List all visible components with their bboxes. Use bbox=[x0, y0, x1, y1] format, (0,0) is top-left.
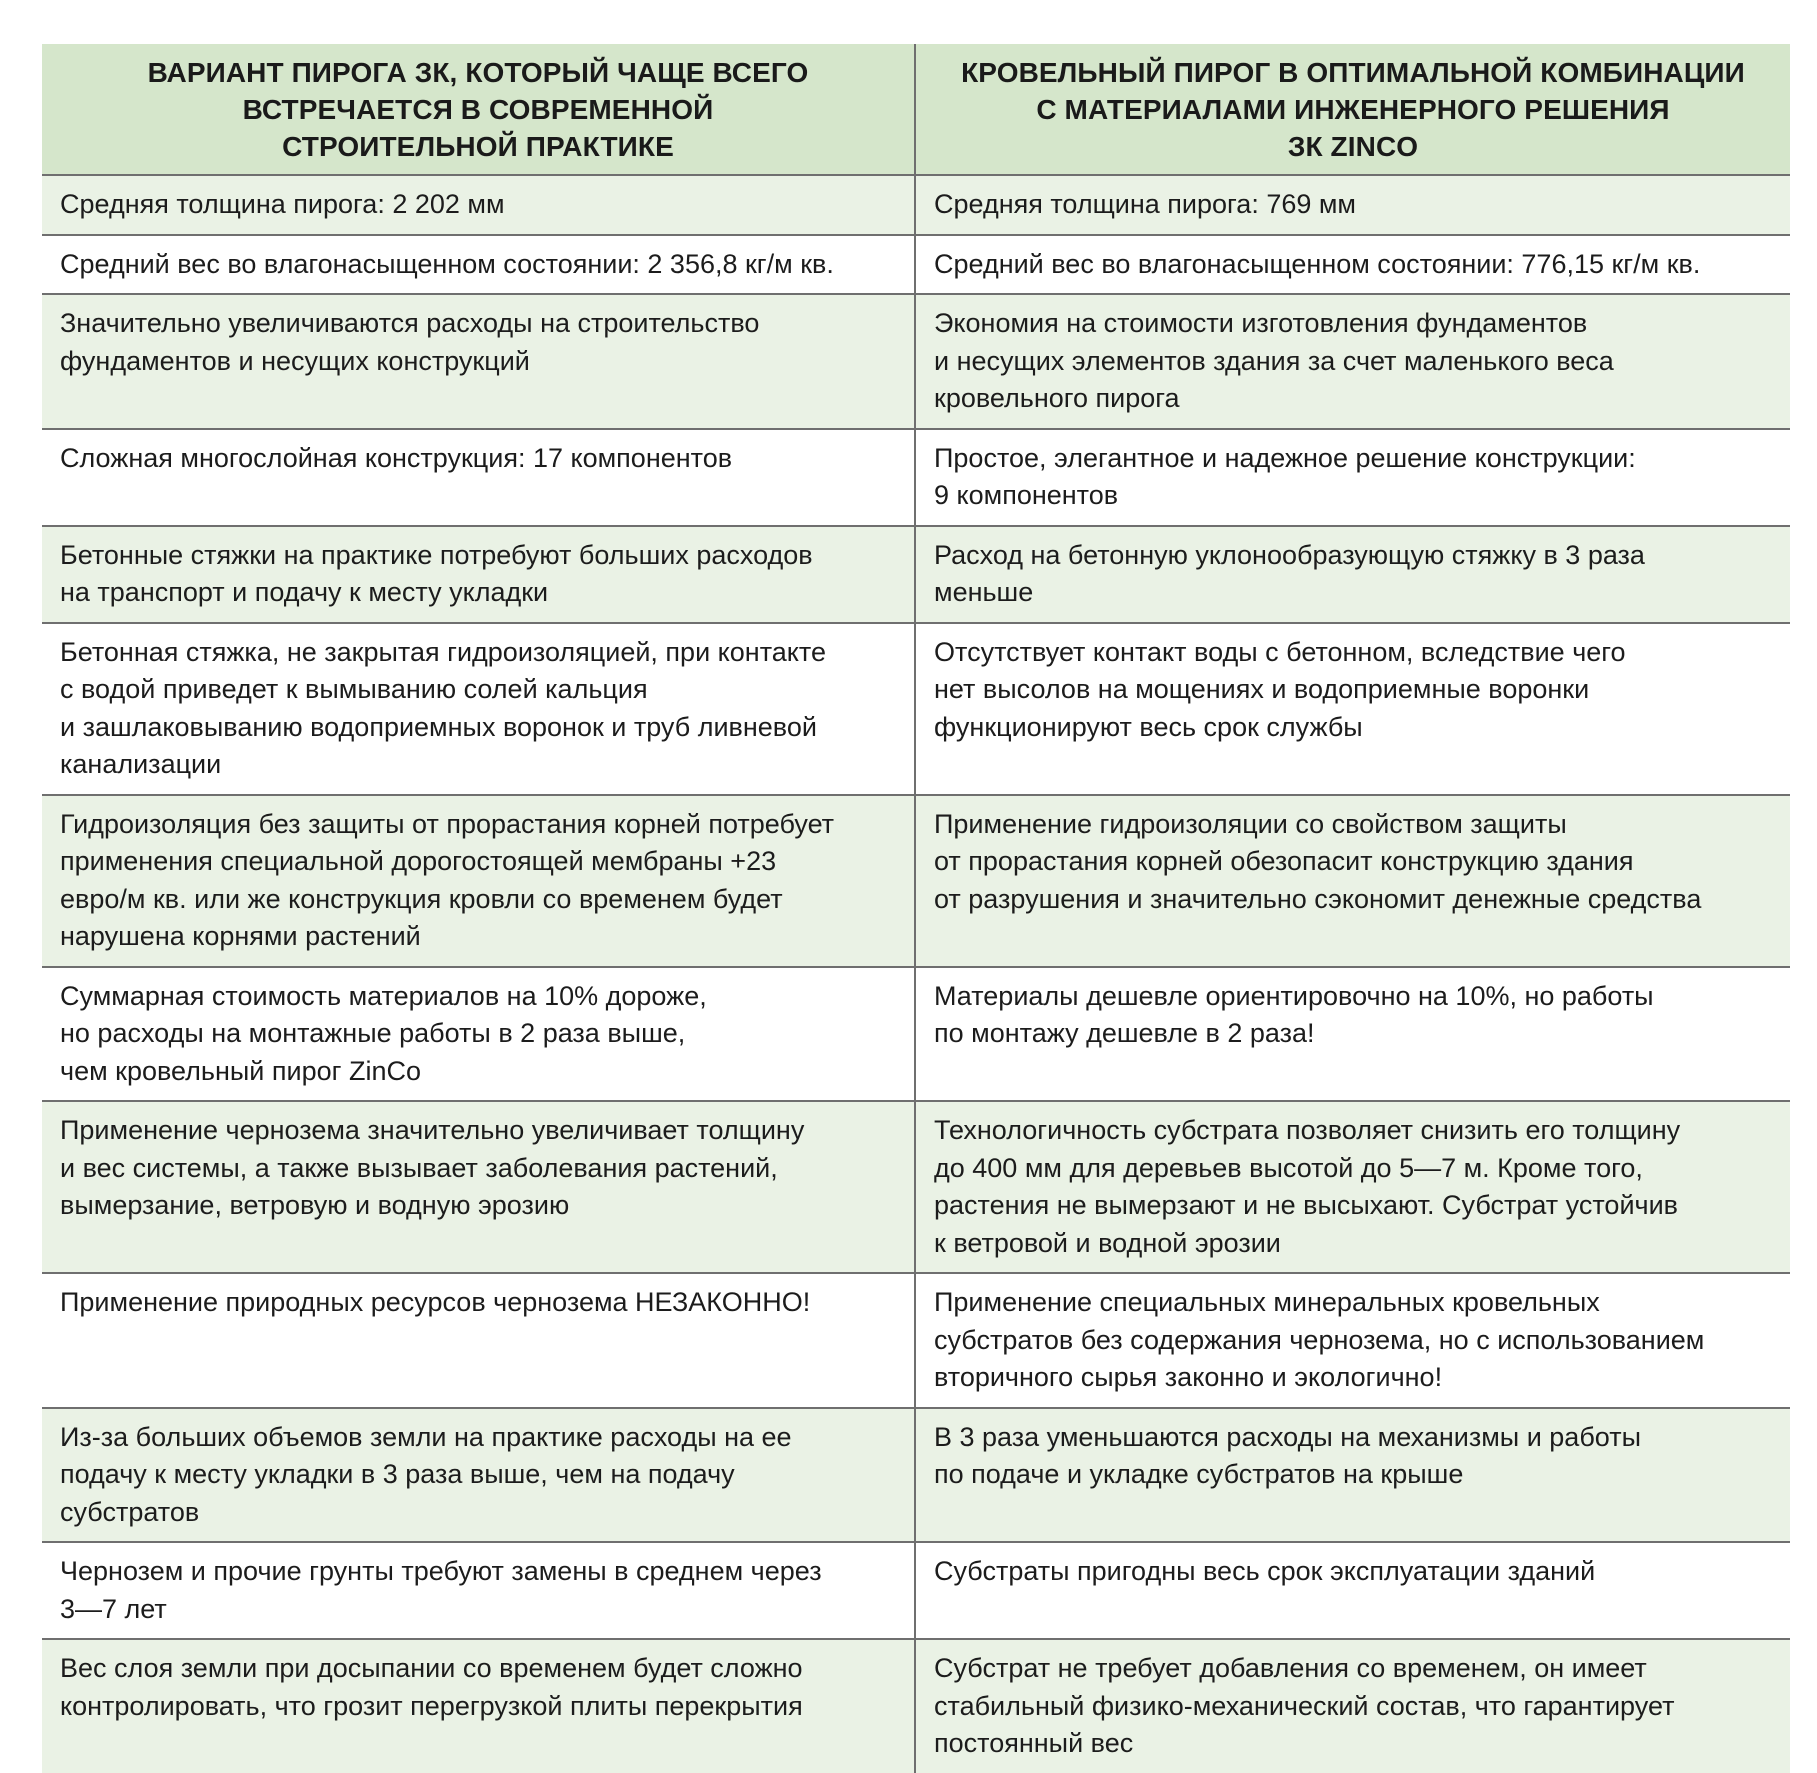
cell-zinco-screed-cost: Расход на бетонную уклонообразующую стяжку в 3 раза меньше bbox=[915, 526, 1790, 623]
table-row bbox=[42, 795, 1790, 967]
header-row bbox=[42, 44, 1790, 175]
table-row bbox=[42, 1542, 1790, 1639]
cell-common-material-cost: Суммарная стоимость материалов на 10% дороже, но расходы на монтажные работы в 2 раза выше, чем кровельный пирог ZinCo bbox=[42, 967, 915, 1102]
cell-common-soil-weight: Вес слоя земли при досыпании со временем будет сложно контролировать, что грозит перегрузкой плиты перекрытия bbox=[42, 1639, 915, 1773]
cell-common-thickness: Средняя толщина пирога: 2 202 мм bbox=[42, 175, 915, 235]
cell-common-chernozem: Применение чернозема значительно увеличивает толщину и вес системы, а также вызывает заболевания растений, вымерзание, ветровую и водную эрозию bbox=[42, 1101, 915, 1273]
cell-zinco-weight: Средний вес во влагонасыщенном состоянии: 776,15 кг/м кв. bbox=[915, 235, 1790, 295]
table-row bbox=[42, 235, 1790, 295]
cell-common-weight: Средний вес во влагонасыщенном состоянии: 2 356,8 кг/м кв. bbox=[42, 235, 915, 295]
comparison-table bbox=[42, 44, 1790, 1773]
header-common-practice: ВАРИАНТ ПИРОГА ЗК, КОТОРЫЙ ЧАЩЕ ВСЕГО ВСТРЕЧАЕТСЯ В СОВРЕМЕННОЙ СТРОИТЕЛЬНОЙ ПРАКТИКЕ bbox=[42, 44, 915, 175]
cell-zinco-substrate-tech: Технологичность субстрата позволяет снизить его толщину до 400 мм для деревьев высотой до 5—7 м. Кроме того, растения не вымерзают и не высыхают. Субстрат устойчив к ветровой и водной эрозии bbox=[915, 1101, 1790, 1273]
table-row bbox=[42, 1273, 1790, 1408]
cell-common-soil-replacement: Чернозем и прочие грунты требуют замены в среднем через 3—7 лет bbox=[42, 1542, 915, 1639]
table-row bbox=[42, 623, 1790, 795]
cell-common-illegal: Применение природных ресурсов чернозема НЕЗАКОННО! bbox=[42, 1273, 915, 1408]
table-row bbox=[42, 967, 1790, 1102]
cell-zinco-foundation: Экономия на стоимости изготовления фундаментов и несущих элементов здания за счет маленького веса кровельного пирога bbox=[915, 294, 1790, 429]
cell-common-screed-water: Бетонная стяжка, не закрытая гидроизоляцией, при контакте с водой приведет к вымыванию солей кальция и зашлаковыванию водоприемных воронок и труб ливневой канализации bbox=[42, 623, 915, 795]
table-row bbox=[42, 1408, 1790, 1543]
cell-common-soil-delivery: Из-за больших объемов земли на практике расходы на ее подачу к месту укладки в 3 раза выше, чем на подачу субстратов bbox=[42, 1408, 915, 1543]
cell-zinco-thickness: Средняя толщина пирога: 769 мм bbox=[915, 175, 1790, 235]
cell-common-root-protection: Гидроизоляция без защиты от прорастания корней потребует применения специальной дорогостоящей мембраны +23 евро/м кв. или же конструкция кровли со временем будет нарушена корнями растений bbox=[42, 795, 915, 967]
cell-common-components: Сложная многослойная конструкция: 17 компонентов bbox=[42, 429, 915, 526]
table-row bbox=[42, 429, 1790, 526]
cell-zinco-screed-water: Отсутствует контакт воды с бетонном, вследствие чего нет высолов на мощениях и водоприемные воронки функционируют весь срок службы bbox=[915, 623, 1790, 795]
cell-zinco-stable-weight: Субстрат не требует добавления со временем, он имеет стабильный физико-механический состав, что гарантирует постоянный вес bbox=[915, 1639, 1790, 1773]
table-row bbox=[42, 1101, 1790, 1273]
cell-common-foundation: Значительно увеличиваются расходы на строительство фундаментов и несущих конструкций bbox=[42, 294, 915, 429]
cell-zinco-legal: Применение специальных минеральных кровельных субстратов без содержания чернозема, но с использованием вторичного сырья законно и экологично! bbox=[915, 1273, 1790, 1408]
table-row bbox=[42, 294, 1790, 429]
cell-zinco-root-protection: Применение гидроизоляции со свойством защиты от прорастания корней обезопасит конструкцию здания от разрушения и значительно сэкономит денежные средства bbox=[915, 795, 1790, 967]
table-row bbox=[42, 1639, 1790, 1773]
cell-zinco-substrate-delivery: В 3 раза уменьшаются расходы на механизмы и работы по подаче и укладке субстратов на крыше bbox=[915, 1408, 1790, 1543]
cell-zinco-components: Простое, элегантное и надежное решение конструкции: 9 компонентов bbox=[915, 429, 1790, 526]
table-body bbox=[42, 175, 1790, 1773]
table-row bbox=[42, 175, 1790, 235]
cell-common-screed-cost: Бетонные стяжки на практике потребуют больших расходов на транспорт и подачу к месту укладки bbox=[42, 526, 915, 623]
table-row bbox=[42, 526, 1790, 623]
cell-zinco-substrate-lifetime: Субстраты пригодны весь срок эксплуатации зданий bbox=[915, 1542, 1790, 1639]
header-zinco-solution: КРОВЕЛЬНЫЙ ПИРОГ В ОПТИМАЛЬНОЙ КОМБИНАЦИИ С МАТЕРИАЛАМИ ИНЖЕНЕРНОГО РЕШЕНИЯ ЗК ZINCO bbox=[915, 44, 1790, 175]
table-header bbox=[42, 44, 1790, 175]
cell-zinco-material-cost: Материалы дешевле ориентировочно на 10%, но работы по монтажу дешевле в 2 раза! bbox=[915, 967, 1790, 1102]
